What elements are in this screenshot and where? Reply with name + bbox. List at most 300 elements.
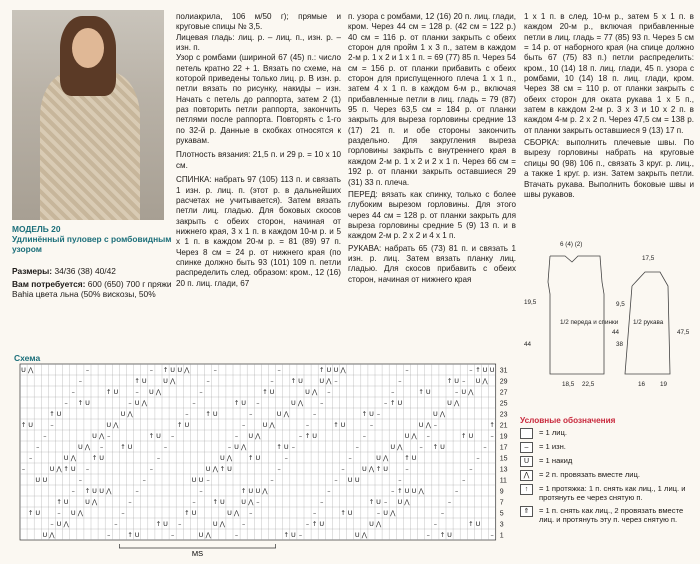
chart-stitch-symbol: – — [327, 387, 331, 396]
chart-stitch-symbol: U — [234, 442, 239, 451]
chart-stitch-symbol: ↑ — [248, 453, 254, 462]
paragraph: полиакрила, 106 м/50 г); прямые и круговые спицы № 3,5. — [176, 12, 341, 32]
chart-stitch-symbol: U — [99, 486, 105, 495]
chart-stitch-symbol: U — [85, 497, 90, 506]
chart-stitch-symbol: U — [276, 409, 282, 418]
body-outline — [548, 256, 604, 374]
chart-stitch-symbol: – — [483, 442, 487, 451]
chart-stitch-symbol: U — [63, 453, 69, 462]
chart-stitch-symbol: U — [212, 519, 218, 528]
chart-stitch-symbol: ⋀ — [27, 365, 34, 374]
chart-stitch-symbol: – — [313, 508, 317, 517]
text-column-3 — [524, 12, 694, 200]
chart-stitch-symbol: U — [269, 387, 275, 396]
chart-stitch-symbol: – — [440, 508, 445, 517]
chart-stitch-symbol: U — [319, 519, 325, 528]
stitch-chart — [14, 358, 514, 558]
chart-stitch-symbol: U — [35, 475, 41, 484]
legend-title: Условные обозначения — [520, 416, 616, 425]
chart-stitch-symbol: ↑ — [205, 409, 211, 418]
chart-stitch-symbol: – — [107, 431, 111, 440]
chart-row-number: 3 — [499, 521, 504, 529]
chart-stitch-symbol: U — [70, 464, 76, 473]
chart-row-number: 29 — [499, 378, 508, 386]
chart-stitch-symbol: ⋀ — [63, 519, 69, 528]
chart-stitch-symbol: – — [71, 486, 75, 495]
chart-stitch-symbol: U — [489, 365, 495, 374]
chart-stitch-symbol: U — [77, 442, 83, 451]
chart-stitch-symbol: – — [249, 508, 253, 517]
chart-stitch-symbol: U — [191, 475, 197, 484]
chart-stitch-symbol: U — [283, 442, 289, 451]
chart-stitch-symbol: ⋀ — [283, 409, 289, 418]
dim-top: 6 (4) (2) — [560, 241, 583, 248]
chart-stitch-symbol: – — [469, 464, 473, 473]
chart-stitch-symbol: U — [376, 453, 381, 462]
chart-stitch-symbol: ↑ — [56, 497, 62, 506]
chart-stitch-symbol: ⋀ — [49, 530, 55, 539]
chart-stitch-symbol: – — [270, 475, 274, 484]
chart-stitch-symbol: ↑ — [361, 409, 368, 418]
text-column-1 — [176, 12, 341, 289]
chart-stitch-symbol: U — [70, 508, 76, 517]
chart-stitch-symbol: U — [255, 486, 261, 495]
chart-stitch-symbol: – — [469, 365, 473, 374]
chart-stitch-symbol: U — [340, 420, 346, 429]
chart-stitch-symbol: U — [184, 420, 190, 429]
legend-item: = 1 лиц. — [520, 428, 695, 439]
dim-19: 19 — [660, 381, 668, 388]
chart-stitch-symbol: – — [426, 431, 430, 440]
chart-stitch-symbol: U — [447, 530, 452, 539]
chart-stitch-symbol: ↑ — [439, 530, 446, 539]
chart-row-number: 5 — [499, 510, 504, 518]
chart-stitch-symbol: ↑ — [134, 376, 140, 385]
chart-stitch-symbol: – — [320, 497, 324, 506]
chart-stitch-symbol: ⋀ — [361, 530, 368, 539]
chart-row-number: 15 — [499, 455, 508, 463]
chart-stitch-symbol: ↑ — [212, 497, 218, 506]
chart-stitch-symbol: – — [284, 453, 288, 462]
chart-stitch-symbol: – — [163, 442, 168, 451]
chart-row-number: 23 — [499, 411, 508, 419]
chart-stitch-symbol: U — [241, 398, 247, 407]
chart-stitch-symbol: – — [391, 486, 395, 495]
paragraph: п. узора с ромбами, 12 (16) 20 п. лиц. глади, кром. Через 44 см = 128 р. (42 см = 122 р.) 40 см = 116 р. от планки закрыть с обеих сторон для пройм 1 х 3 п., затем в каждом 2-м р. 1 х 2 и 1 х 1 п. = 69 (77) 85 п. Через 54 см = 156 р. от планки прибавить с обеих сторон для приспущенного плеча 1 х 1 п., затем 4 х 1 п. в каждом 6-м р., включая прибавленные петли в лиц. гладь = 79 (87) 95 п. Через 63,5 см = 184 р. от планки закрыть для выреза горловины средние 13 (17) 21 п. и обе стороны закончить раздельно. Для закругления выреза горловины закрыть с внутреннего края в каждом 2-м р. 1 х 2 и 2 х 1 п. Через 66 см = 192 р. от планки закрыть оставшиеся 29 (31) 33 п. плеча. — [348, 12, 516, 187]
chart-stitch-symbol: – — [433, 420, 437, 429]
chart-stitch-symbol: ↑ — [27, 508, 34, 517]
legend-item: U = 1 накид — [520, 456, 695, 467]
chart-stitch-symbol: U — [404, 431, 410, 440]
chart-stitch-symbol: U — [255, 453, 261, 462]
chart-stitch-symbol: – — [149, 464, 153, 473]
chart-stitch-symbol: ⋀ — [240, 442, 247, 451]
chart-stitch-symbol: – — [242, 420, 246, 429]
chart-stitch-symbol: U — [475, 376, 481, 385]
chart-stitch-symbol: U — [361, 464, 367, 473]
chart-stitch-symbol: U — [461, 387, 467, 396]
chart-stitch-symbol: ⋀ — [269, 420, 275, 429]
chart-row-number: 21 — [499, 422, 508, 430]
chart-stitch-symbol: U — [369, 409, 374, 418]
chart-row-number: 25 — [499, 400, 508, 408]
chart-stitch-symbol: U — [177, 365, 183, 374]
chart-stitch-symbol: – — [128, 398, 132, 407]
chart-stitch-symbol: U — [241, 497, 247, 506]
legend — [520, 416, 695, 527]
chart-stitch-symbol: – — [192, 497, 196, 506]
chart-stitch-symbol: ⋀ — [418, 486, 424, 495]
chart-stitch-symbol: ⋀ — [56, 464, 62, 473]
paragraph: РУКАВА: набрать 65 (73) 81 п. и связать 1 изн. р. лиц. Затем вязать планку лиц. гладью. Для скосов прибавить с обеих сторон, начиная от нижнего края — [348, 243, 516, 284]
schematic-diagram — [520, 234, 695, 404]
dim-22-5: 22,5 — [582, 381, 595, 388]
chart-stitch-symbol: – — [341, 464, 345, 473]
chart-stitch-symbol: – — [277, 365, 281, 374]
paragraph: СБОРКА: выполнить плечевые швы. По вырезу горловины набрать на круговые спицы 90 (98) 106 п., связать 3 круг. р. лиц., а также 1 круг. р. изн. Затем закрыть петли. Втачать рукава. Выполнить боковые швы и швы рукавов. — [524, 138, 694, 199]
chart-stitch-symbol: ↑ — [283, 530, 289, 539]
face-shape — [72, 28, 104, 68]
chart-stitch-symbol: U — [156, 431, 161, 440]
dim-19-5: 19,5 — [524, 299, 537, 306]
chart-stitch-symbol: U — [56, 519, 62, 528]
chart-stitch-symbol: U — [432, 409, 438, 418]
legend-item: ⋀ = 2 п. провязать вместе лиц. — [520, 470, 695, 481]
chart-stitch-symbol: U — [383, 464, 389, 473]
chart-stitch-symbol: ↑ — [106, 387, 112, 396]
chart-stitch-symbol: U — [141, 376, 147, 385]
chart-stitch-symbol: U — [397, 398, 403, 407]
text-column-2 — [348, 12, 516, 285]
paragraph: Плотность вязания: 21,5 п. и 29 р. = 10 х 10 см. — [176, 150, 341, 170]
chart-stitch-symbol: – — [242, 519, 246, 528]
chart-stitch-symbol: ⋀ — [70, 453, 76, 462]
chart-stitch-symbol: U — [475, 519, 481, 528]
chart-stitch-symbol: ↑ — [461, 431, 467, 440]
chart-stitch-symbol: U — [418, 420, 424, 429]
chart-stitch-symbol: – — [398, 475, 402, 484]
chart-stitch-symbol: – — [490, 431, 494, 440]
chart-stitch-symbol: U — [170, 365, 176, 374]
chart-stitch-symbol: ⋀ — [169, 376, 176, 385]
chart-title: Схема — [14, 353, 41, 363]
chart-stitch-symbol: ↑ — [404, 453, 410, 462]
chart-stitch-symbol: U — [21, 365, 26, 374]
chart-stitch-symbol: ⋀ — [468, 387, 474, 396]
chart-stitch-symbol: U — [205, 464, 211, 473]
chart-stitch-symbol: U — [56, 409, 62, 418]
chart-stitch-symbol: ⋀ — [340, 365, 346, 374]
model-subtitle: Удлинённый пуловер с ромбовидным узором — [12, 234, 172, 254]
chart-stitch-symbol: – — [384, 398, 388, 407]
chart-stitch-symbol: ↑ — [63, 464, 69, 473]
chart-stitch-symbol: ↑ — [375, 464, 382, 473]
chart-stitch-symbol: U — [482, 365, 488, 374]
chart-stitch-symbol: – — [199, 486, 203, 495]
chart-stitch-symbol: ⋀ — [212, 464, 218, 473]
chart-stitch-symbol: – — [135, 387, 139, 396]
chart-stitch-symbol: – — [376, 409, 381, 418]
chart-stitch-symbol: ↑ — [446, 376, 453, 385]
chart-stitch-symbol: – — [298, 530, 303, 539]
chart-stitch-symbol: U — [440, 442, 445, 451]
chart-stitch-symbol: – — [256, 497, 260, 506]
chart-stitch-symbol: ⋀ — [106, 486, 112, 495]
chart-stitch-symbol: ↑ — [276, 442, 282, 451]
chart-stitch-symbol: U — [28, 420, 34, 429]
chart-stitch-symbol: – — [171, 530, 175, 539]
chart-stitch-symbol: U — [248, 431, 254, 440]
chart-stitch-symbol: ⋀ — [141, 398, 147, 407]
chart-stitch-symbol: U — [163, 376, 168, 385]
chart-stitch-symbol: U — [227, 464, 232, 473]
chart-stitch-symbol: ↑ — [233, 398, 240, 407]
chart-stitch-symbol: U — [42, 530, 48, 539]
chart-stitch-symbol: – — [234, 431, 239, 440]
chart-stitch-symbol: – — [121, 508, 125, 517]
chart-stitch-symbol: U — [326, 365, 332, 374]
chart-row-number: 11 — [499, 477, 507, 485]
chart-row-number: 19 — [499, 433, 508, 441]
knit-symbol-icon — [520, 428, 533, 439]
chart-stitch-symbol: ↑ — [311, 519, 318, 528]
chart-stitch-symbol: ⋀ — [184, 365, 190, 374]
chart-stitch-symbol: – — [376, 508, 381, 517]
chart-stitch-symbol: U — [163, 519, 168, 528]
chart-stitch-symbol: – — [455, 486, 459, 495]
chart-stitch-symbol: U — [369, 519, 374, 528]
dim-38: 38 — [616, 341, 624, 348]
skp-icon: ↑ — [520, 484, 533, 495]
dim-44: 44 — [524, 341, 532, 348]
chart-stitch-symbol: ↑ — [340, 508, 346, 517]
chart-stitch-symbol: ↑ — [91, 453, 98, 462]
legend-item: ↑ = 1 протяжка: 1 п. снять как лиц., 1 лиц. и протянуть ее через снятую п. — [520, 484, 695, 502]
chart-stitch-symbol: ↑ — [184, 508, 190, 517]
chart-stitch-symbol: U — [120, 409, 126, 418]
chart-stitch-symbol: U — [148, 387, 154, 396]
chart-stitch-symbol: – — [128, 497, 132, 506]
chart-stitch-symbol: – — [362, 431, 366, 440]
chart-row-number: 9 — [499, 488, 504, 496]
chart-stitch-symbol: ↑ — [333, 420, 339, 429]
chart-stitch-symbol: ↑ — [475, 365, 481, 374]
chart-stitch-symbol: U — [312, 431, 318, 440]
chart-stitch-symbol: – — [384, 497, 388, 506]
chart-stitch-symbol: – — [85, 464, 90, 473]
chart-stitch-symbol: ⋀ — [368, 464, 375, 473]
chart-stitch-symbol: U — [35, 508, 41, 517]
chart-stitch-symbol: ⋀ — [98, 431, 105, 440]
chart-stitch-symbol: ↑ — [368, 497, 375, 506]
chart-stitch-symbol: – — [305, 519, 310, 528]
chart-stitch-symbol: U — [290, 398, 296, 407]
chart-stitch-symbol: ⋀ — [155, 387, 162, 396]
chart-stitch-symbol: ↑ — [77, 398, 84, 407]
chart-stitch-symbol: – — [426, 530, 430, 539]
chart-stitch-symbol: – — [185, 409, 189, 418]
dim-16: 16 — [638, 381, 646, 388]
chart-stitch-symbol: ↑ — [304, 431, 311, 440]
chart-stitch-symbol: ↑ — [127, 530, 133, 539]
chart-stitch-symbol: – — [85, 365, 90, 374]
k2tog-icon: ⋀ — [520, 470, 533, 481]
legend-item: ⇑ = 1 п. снять как лиц., 2 провязать вместе лиц. и протянуть эту п. через снятую п. — [520, 506, 695, 524]
chart-stitch-symbol: ↑ — [397, 486, 403, 495]
chart-stitch-symbol: ⋀ — [375, 519, 382, 528]
chart-stitch-symbol: ⋀ — [219, 519, 226, 528]
chart-stitch-symbol: – — [320, 398, 324, 407]
chart-stitch-symbol: U — [85, 398, 90, 407]
chart-stitch-symbol: – — [369, 420, 374, 429]
chart-stitch-symbol: ↑ — [290, 376, 297, 385]
chart-stitch-symbol: U — [198, 530, 204, 539]
chart-stitch-symbol: – — [64, 398, 68, 407]
chart-stitch-symbol: ⋀ — [226, 453, 233, 462]
chart-stitch-symbol: – — [270, 376, 274, 385]
chart-stitch-symbol: U — [219, 453, 225, 462]
chart-stitch-symbol: – — [206, 475, 210, 484]
chart-stitch-symbol: ⋀ — [297, 398, 304, 407]
chart-stitch-symbol: – — [100, 442, 104, 451]
chart-stitch-symbol: ⋀ — [84, 442, 91, 451]
chart-stitch-symbol: ↑ — [84, 486, 91, 495]
chart-stitch-symbol: U — [106, 420, 112, 429]
chart-row-number: 1 — [499, 532, 504, 540]
chart-stitch-symbol: – — [36, 442, 40, 451]
chart-stitch-symbol: U — [219, 497, 225, 506]
chart-stitch-symbol: U — [411, 453, 417, 462]
purl-symbol-icon: – — [520, 442, 533, 453]
chart-stitch-symbol: – — [29, 453, 33, 462]
chart-stitch-symbol: ↑ — [489, 420, 495, 429]
paragraph: 1 х 1 п. в след. 10-м р., затем 5 х 1 п. в каждом 20-м р., включая прибавленные петли в лиц. гладь = 77 (85) 93 п. Через 5 см = 14 р. от наборного края (на спице должно быть 67 (75) 83 п.) петли распределить: кром., 10 (14) 18 п. лиц. глади, 45 п. узора с ромбами, 10 (14) 18 п. лиц. глади, кром. Через 38 см = 110 р. от планки закрыть с обеих сторон для оката рукава 1 х 5 п., затем в каждом 2-м р. 3 х 3 и 10 х 2 п. в каждом 4-м р. 2 х 2 п. Через 47,5 см = 138 р. от планки закрыть оставшиеся 9 (13) 17 п. — [524, 12, 694, 135]
chart-stitch-symbol: ⋀ — [411, 431, 417, 440]
sk2p-icon: ⇑ — [520, 506, 533, 517]
chart-stitch-symbol: – — [50, 519, 54, 528]
chart-stitch-symbol: ↑ — [162, 365, 169, 374]
chart-stitch-symbol: – — [199, 387, 203, 396]
chart-stitch-symbol: U — [383, 508, 389, 517]
chart-stitch-symbol: U — [425, 387, 431, 396]
chart-stitch-symbol: ↑ — [219, 464, 226, 473]
paragraph: СПИНКА: набрать 97 (105) 113 п. и связать 1 изн. р. лиц. п. (этот р. в дальнейших расчетах не учитывается). Затем вязать петли лиц. гладью. Для боковых скосов закрыть с обеих сторон, начиная от нижнего края, 3 х 1 п. в каждом 10-м р. и 5 х 1 п. в каждом 20-м р. = 81 (89) 97 п. Через 8 см = 24 р. от нижнего края (по спинке должно быть 93 (101) 109 п. петли распределить след. образом: кром., 12 (16) 20 п. лиц. глади, 67 — [176, 175, 341, 288]
chart-stitch-symbol: ↑ — [319, 365, 325, 374]
chart-stitch-symbol: U — [319, 376, 325, 385]
chart-stitch-symbol: ⋀ — [113, 420, 119, 429]
chart-stitch-symbol: – — [277, 464, 281, 473]
chart-row-number: 27 — [499, 389, 508, 397]
chart-stitch-symbol: ⋀ — [390, 508, 396, 517]
chart-stitch-symbol: – — [107, 530, 111, 539]
chart-stitch-symbol: U — [390, 442, 396, 451]
chart-stitch-symbol: U — [191, 508, 197, 517]
chart-stitch-symbol: ↑ — [418, 387, 424, 396]
chart-stitch-symbol: – — [78, 376, 82, 385]
rapport-bracket — [119, 544, 275, 548]
chart-stitch-symbol: – — [455, 387, 459, 396]
legend-item: – = 1 изн. — [520, 442, 695, 453]
chart-stitch-symbol: – — [57, 508, 61, 517]
chart-stitch-symbol: – — [227, 442, 232, 451]
chart-stitch-symbol: U — [468, 431, 474, 440]
chart-stitch-symbol: – — [298, 431, 303, 440]
chart-stitch-symbol: ↑ — [20, 420, 27, 429]
chart-row-number: 13 — [499, 466, 508, 474]
chart-stitch-symbol: ↑ — [148, 431, 155, 440]
chart-stitch-symbol: ⋀ — [262, 486, 268, 495]
chart-stitch-symbol: – — [433, 519, 437, 528]
chart-stitch-symbol: U — [347, 475, 353, 484]
chart-stitch-symbol: – — [313, 409, 317, 418]
chart-stitch-symbol: ⋀ — [326, 376, 332, 385]
paragraph: Лицевая гладь: лиц. р. – лиц. п., изн. р. – изн. п. — [176, 32, 341, 53]
chart-row-number: 31 — [499, 367, 508, 375]
chart-stitch-symbol: U — [42, 475, 48, 484]
chart-stitch-symbol: – — [256, 398, 260, 407]
chart-stitch-symbol: U — [354, 530, 360, 539]
chart-stitch-symbol: ⋀ — [127, 409, 133, 418]
chart-stitch-symbol: U — [92, 486, 97, 495]
chart-stitch-symbol: – — [142, 475, 146, 484]
chart-stitch-symbol: – — [249, 409, 253, 418]
chart-stitch-symbol: ↑ — [390, 398, 396, 407]
chart-stitch-symbol: – — [462, 376, 466, 385]
chart-stitch-symbol: – — [178, 519, 182, 528]
chart-stitch-symbol: ⋀ — [382, 453, 389, 462]
chart-stitch-symbol: – — [192, 398, 196, 407]
rapport-label: MS — [191, 549, 204, 558]
need-line: Вам потребуется: 600 (650) 700 г пряжи Bahia цвета льна (50% вискозы, 50% — [12, 279, 172, 299]
yarn-over-icon: U — [520, 456, 533, 467]
dim-47-5: 47,5 — [677, 329, 690, 336]
chart-stitch-symbol: ⋀ — [439, 409, 446, 418]
chart-stitch-symbol: – — [327, 486, 331, 495]
chart-stitch-symbol: – — [447, 497, 452, 506]
chart-stitch-symbol: – — [114, 519, 118, 528]
chart-stitch-symbol: ↑ — [240, 486, 247, 495]
chart-stitch-symbol: – — [398, 376, 402, 385]
chart-stitch-symbol: U — [248, 486, 254, 495]
chart-stitch-symbol: U — [411, 486, 417, 495]
model-block — [12, 224, 182, 299]
chart-stitch-symbol: – — [348, 453, 352, 462]
chart-stitch-symbol: – — [171, 431, 175, 440]
chart-stitch-symbol: ⋀ — [453, 398, 460, 407]
sleeve-label: 1/2 рукава — [633, 319, 664, 326]
chart-stitch-symbol: – — [78, 475, 82, 484]
chart-stitch-symbol: ↑ — [432, 442, 439, 451]
chart-stitch-symbol: U — [376, 497, 381, 506]
chart-stitch-symbol: – — [476, 453, 480, 462]
chart-stitch-symbol: – — [305, 420, 310, 429]
chart-stitch-symbol: ⋀ — [91, 497, 98, 506]
dim-18-5: 18,5 — [562, 381, 575, 388]
chart-stitch-symbol: ⋀ — [404, 497, 410, 506]
chart-stitch-symbol: ⋀ — [255, 431, 261, 440]
chart-stitch-symbol: U — [404, 486, 410, 495]
dim-9-5: 9,5 — [616, 301, 625, 308]
chart-row-number: 7 — [499, 499, 504, 507]
chart-stitch-symbol: ↑ — [262, 387, 268, 396]
chart-stitch-symbol: – — [156, 453, 161, 462]
chart-stitch-symbol: – — [391, 387, 395, 396]
chart-stitch-symbol: – — [355, 442, 359, 451]
chart-stitch-symbol: U — [134, 530, 140, 539]
chart-stitch-symbol: U — [347, 508, 353, 517]
chart-stitch-symbol: U — [49, 464, 55, 473]
chart-stitch-symbol: U — [354, 475, 360, 484]
